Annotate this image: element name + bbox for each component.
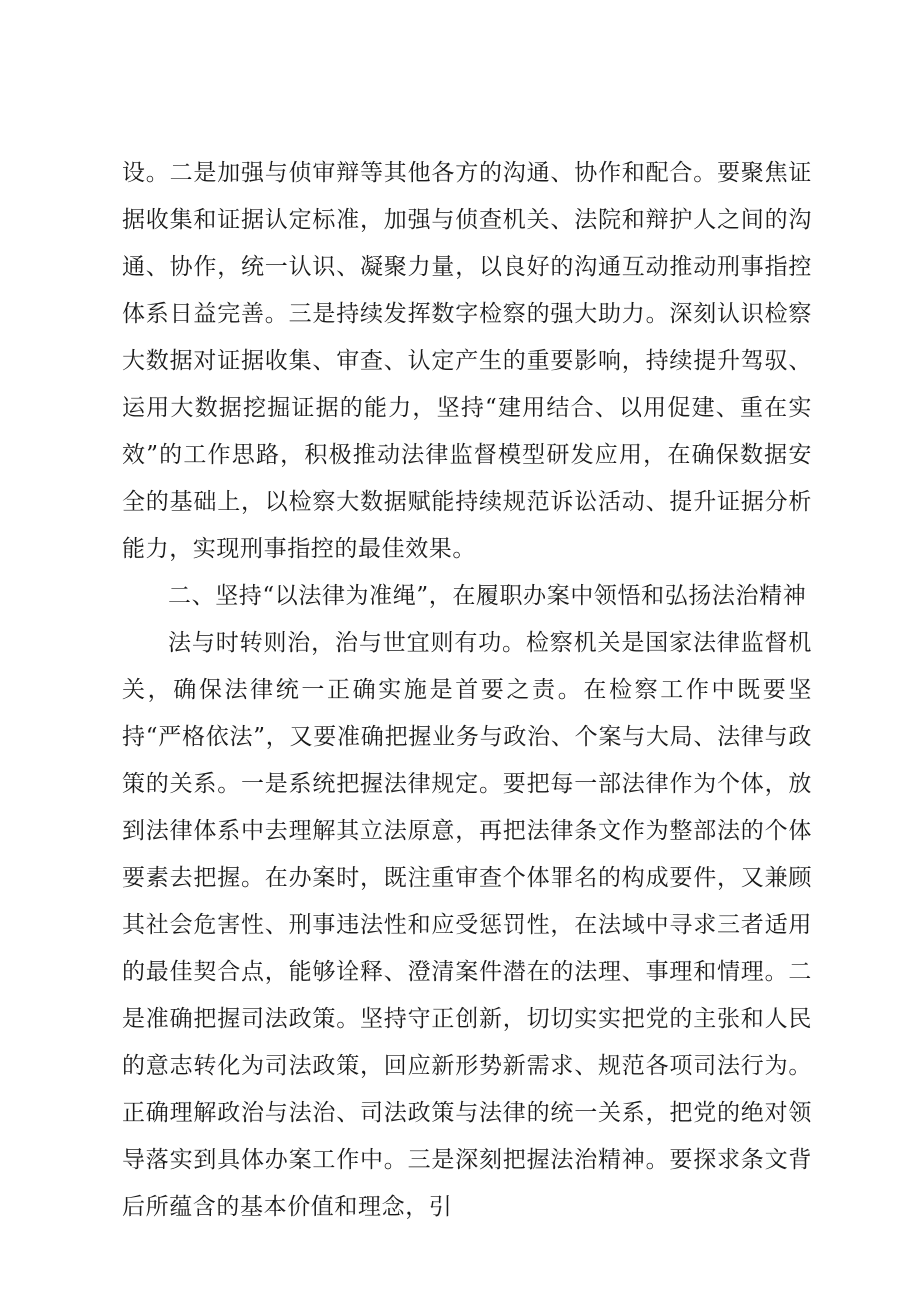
paragraph-continuation: 设。二是加强与侦审辩等其他各方的沟通、协作和配合。要聚焦证据收集和证据认定标准，加强与侦查机关、法院和辩护人之间的沟通、协作，统一认识、凝聚力量，以良好的沟通互动推动刑事指控体系日益完善。三是持续发挥数字检察的强大助力。深刻认识检察大数据对证据收集、审查、认定产生的重要影响，持续提升驾驭、运用大数据挖掘证据的能力，坚持“建用结合、以用促建、重在实效”的工作思路，积极推动法律监督模型研发应用，在确保数据安全的基础上，以检察大数据赋能持续规范诉讼活动、提升证据分析能力，实现刑事指控的最佳效果。 <box>122 160 812 562</box>
document-body <box>122 150 812 1231</box>
paragraph-body: 法与时转则治，治与世宜则有功。检察机关是国家法律监督机关，确保法律统一正确实施是首要之责。在检察工作中既要坚持“严格依法”，又要准确把握业务与政治、个案与大局、法律与政策的关系。一是系统把握法律规定。要把每一部法律作为个体，放到法律体系中去理解其立法原意，再把法律条文作为整部法的个体要素去把握。在办案时，既注重审查个体罪名的构成要件，又兼顾其社会危害性、刑事违法性和应受惩罚性，在法域中寻求三者适用的最佳契合点，能够诠释、澄清案件潜在的法理、事理和情理。二是准确把握司法政策。坚持守正创新，切切实实把党的主张和人民的意志转化为司法政策，回应新形势新需求、规范各项司法行为。正确理解政治与法治、司法政策与法律的统一关系，把党的绝对领导落实到具体办案工作中。三是深刻把握法治精神。要探求条文背后所蕴含的基本价值和理念，引 <box>122 630 812 1220</box>
section-heading: 二、坚持“以法律为准绳”，在履职办案中领悟和弘扬法治精神 <box>168 583 807 609</box>
